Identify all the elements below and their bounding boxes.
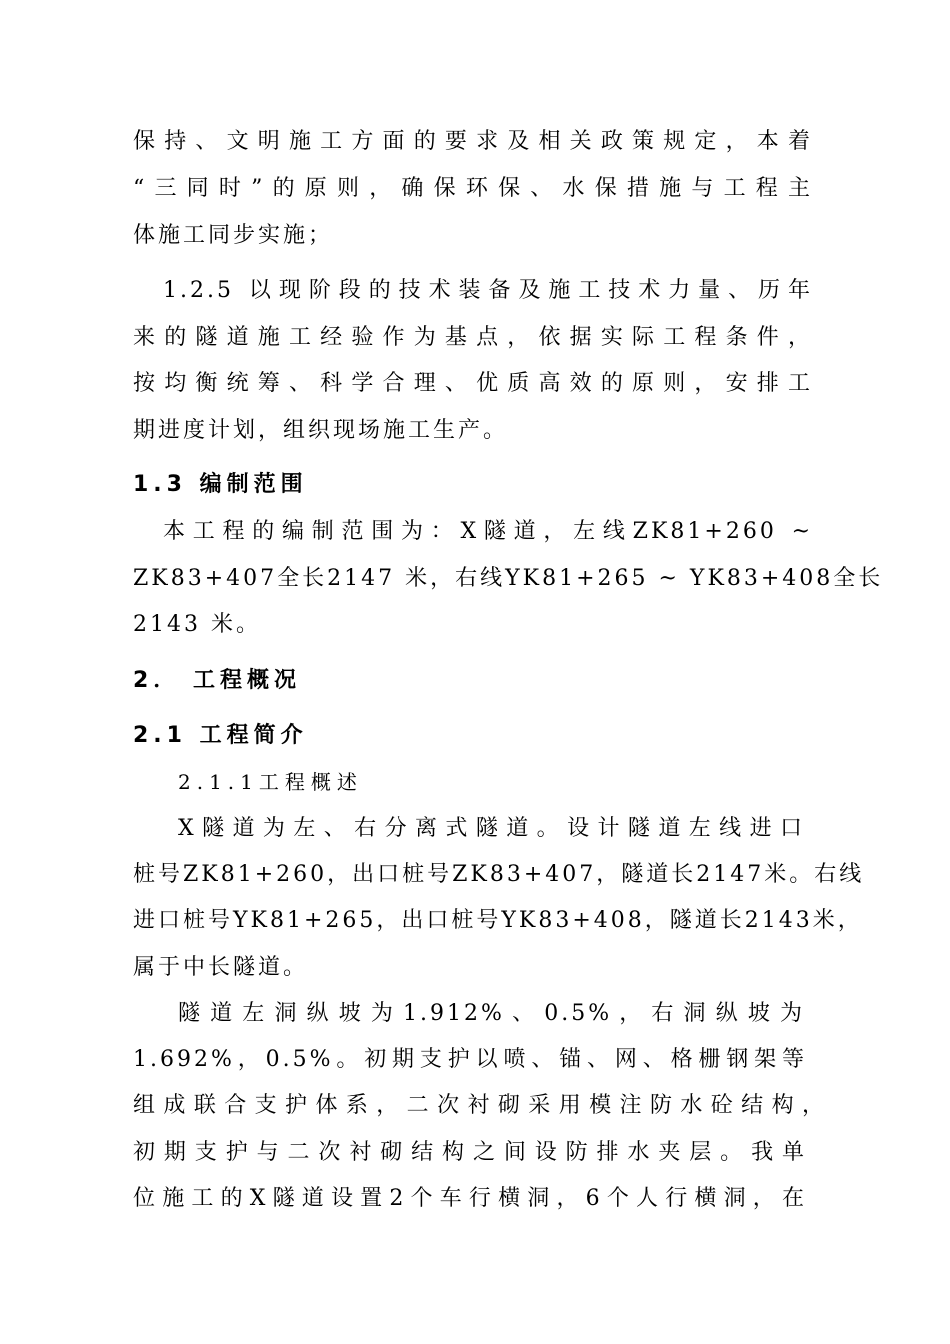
paragraph-line: 位施工的X隧道设置2个车行横洞，6个人行横洞，在 bbox=[133, 1186, 807, 1211]
paragraph-line: 属于中长隧道。 bbox=[133, 955, 309, 980]
paragraph-line: 按均衡统筹、科学合理、优质高效的原则，安排工 bbox=[133, 371, 813, 396]
paragraph-line: 来的隧道施工经验作为基点，依据实际工程条件， bbox=[133, 325, 813, 350]
paragraph-line: 1.2.5 以现阶段的技术装备及施工技术力量、历年 bbox=[163, 278, 813, 303]
paragraph-line: 保持、文明施工方面的要求及相关政策规定，本着 bbox=[133, 129, 813, 154]
section-heading-2-1: 2.1 工程简介 bbox=[133, 723, 308, 748]
paragraph-line: 本工程的编制范围为：X隧道，左线ZK81+260 ~ bbox=[163, 519, 813, 544]
section-heading-1-3: 1.3 编制范围 bbox=[133, 472, 308, 497]
paragraph-line: 2143 米。 bbox=[133, 612, 261, 637]
paragraph-line: X隧道为左、右分离式隧道。设计隧道左线进口 bbox=[178, 816, 805, 841]
paragraph-line: 期进度计划，组织现场施工生产。 bbox=[133, 418, 509, 443]
paragraph-line: 桩号ZK81+260，出口桩号ZK83+407，隧道长2147米。右线 bbox=[133, 862, 865, 887]
paragraph-line: 组成联合支护体系，二次衬砌采用模注防水砼结构， bbox=[133, 1093, 827, 1118]
paragraph-line: 进口桩号YK81+265，出口桩号YK83+408，隧道长2143米， bbox=[133, 908, 863, 933]
paragraph-line: ZK83+407全长2147 米，右线YK81+265 ~ YK83+408全长 bbox=[133, 566, 884, 591]
paragraph-line: “三同时”的原则，确保环保、水保措施与工程主 bbox=[133, 176, 813, 201]
chapter-heading-2: 2． 工程概况 bbox=[133, 668, 301, 693]
subsection-heading-2-1-1: 2.1.1工程概述 bbox=[178, 770, 363, 794]
paragraph-line: 1.692%，0.5%。初期支护以喷、锚、网、格栅钢架等 bbox=[133, 1047, 807, 1072]
paragraph-line: 隧道左洞纵坡为1.912%、0.5%，右洞纵坡为 bbox=[178, 1001, 805, 1026]
paragraph-line: 初期支护与二次衬砌结构之间设防排水夹层。我单 bbox=[133, 1140, 807, 1165]
paragraph-line: 体施工同步实施； bbox=[133, 223, 334, 248]
